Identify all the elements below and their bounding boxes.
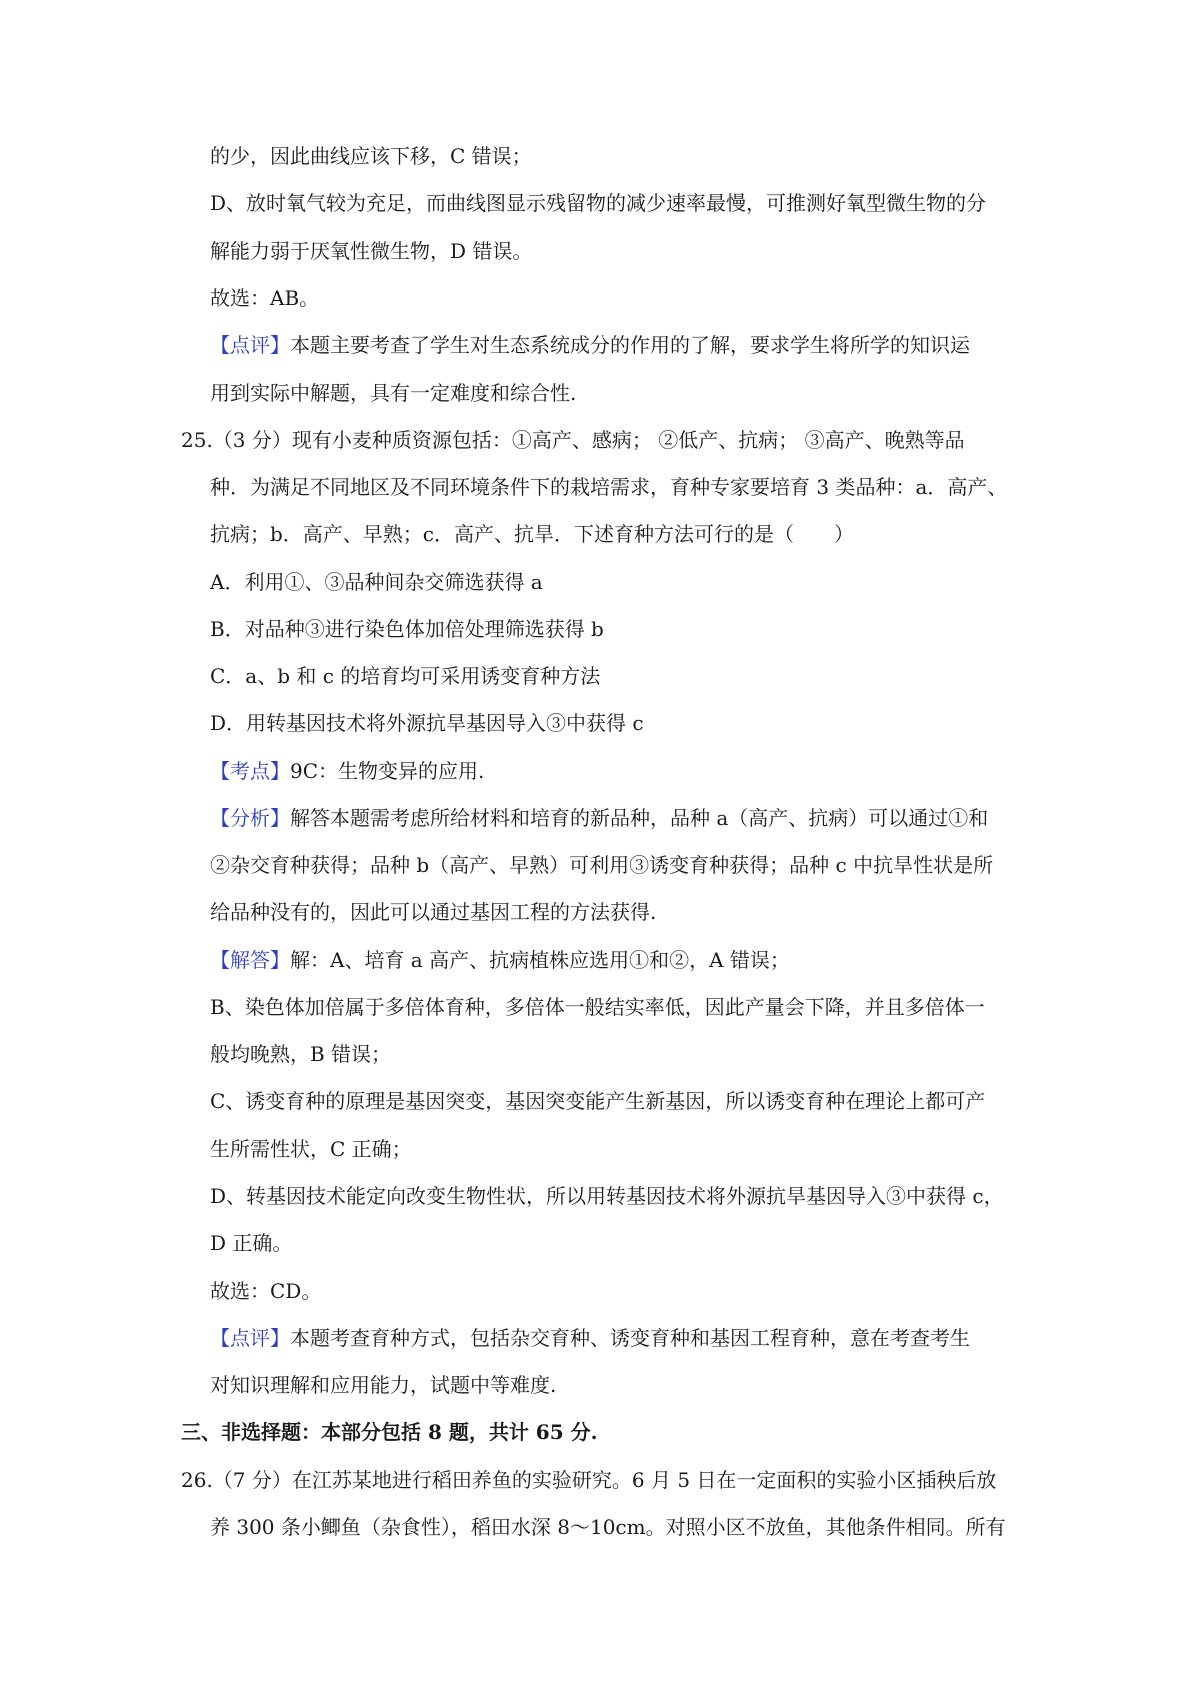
text-line: D、转基因技术能定向改变生物性状，所以用转基因技术将外源抗旱基因导入③中获得 c， — [210, 1184, 1004, 1208]
text-line: 故选：AB。 — [210, 286, 320, 310]
text-line: 抗病；b．高产、早熟；c．高产、抗旱．下述育种方法可行的是（ ） — [210, 522, 855, 546]
text-line: 般均晚熟，B 错误； — [210, 1042, 392, 1066]
text-line: 生所需性状，C 正确； — [210, 1137, 412, 1161]
text-line: 养 300 条小鲫鱼（杂食性），稻田水深 8～10cm。对照小区不放鱼，其他条件相同。所有 — [210, 1515, 1006, 1539]
question-25-line: 25.（3 分）现有小麦种质资源包括：①高产、感病； ②低产、抗病； ③高产、晚熟等品 — [181, 428, 965, 452]
review-tag: 【点评】 — [210, 333, 290, 357]
section-heading: 三、非选择题：本部分包括 8 题，共计 65 分. — [181, 1420, 598, 1444]
text-line: 给品种没有的，因此可以通过基因工程的方法获得. — [210, 900, 657, 924]
text-line: 对知识理解和应用能力，试题中等难度. — [210, 1373, 557, 1397]
text-line: 解能力弱于厌氧性微生物，D 错误。 — [210, 239, 533, 263]
text-line: D 正确。 — [210, 1231, 293, 1255]
keypoint-line: 【考点】9C：生物变异的应用. — [210, 759, 485, 783]
option-a: A．利用①、③品种间杂交筛选获得 a — [210, 570, 543, 594]
text-line: 用到实际中解题，具有一定难度和综合性. — [210, 381, 577, 405]
keypoint-tag: 【考点】 — [210, 759, 290, 783]
text-line: 的少，因此曲线应该下移，C 错误； — [210, 144, 532, 168]
solution-tag: 【解答】 — [210, 948, 290, 972]
review-line: 【点评】本题主要考查了学生对生态系统成分的作用的了解，要求学生将所学的知识运 — [210, 333, 970, 357]
review-line: 【点评】本题考查育种方式，包括杂交育种、诱变育种和基因工程育种，意在考查考生 — [210, 1326, 970, 1350]
text-line: 种．为满足不同地区及不同环境条件下的栽培需求，育种专家要培育 3 类品种：a．高产、 — [210, 475, 1008, 499]
solution-line: 【解答】解：A、培育 a 高产、抗病植株应选用①和②，A 错误； — [210, 948, 790, 972]
review-tag: 【点评】 — [210, 1326, 290, 1350]
text-line: C、诱变育种的原理是基因突变，基因突变能产生新基因，所以诱变育种在理论上都可产 — [210, 1089, 986, 1113]
question-26-line: 26.（7 分）在江苏某地进行稻田养鱼的实验研究。6 月 5 日在一定面积的实验小区插秧后放 — [181, 1468, 997, 1492]
option-b: B．对品种③进行染色体加倍处理筛选获得 b — [210, 617, 604, 641]
option-c: C．a、b 和 c 的培育均可采用诱变育种方法 — [210, 664, 601, 688]
option-d: D．用转基因技术将外源抗旱基因导入③中获得 c — [210, 711, 644, 735]
analysis-line: 【分析】解答本题需考虑所给材料和培育的新品种，品种 a（高产、抗病）可以通过①和 — [210, 806, 989, 830]
text-line: 故选：CD。 — [210, 1279, 322, 1303]
text-line: B、染色体加倍属于多倍体育种，多倍体一般结实率低，因此产量会下降，并且多倍体一 — [210, 995, 985, 1019]
analysis-tag: 【分析】 — [210, 806, 290, 830]
text-line: ②杂交育种获得；品种 b（高产、早熟）可利用③诱变育种获得；品种 c 中抗旱性状是所 — [210, 853, 994, 877]
text-line: D、放时氧气较为充足，而曲线图显示残留物的减少速率最慢，可推测好氧型微生物的分 — [210, 191, 987, 215]
